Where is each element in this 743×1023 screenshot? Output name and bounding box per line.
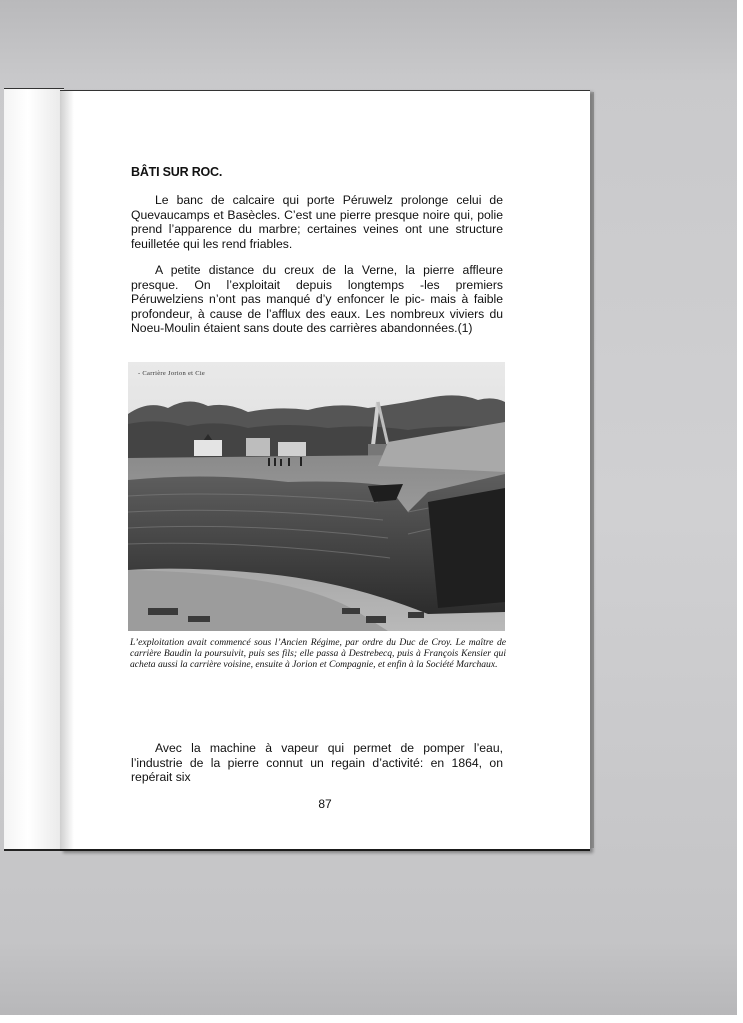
paragraph-1: Le banc de calcaire qui porte Péruwelz prolonge celui de Quevaucamps et Basècles. C’est une pierre presque noire qui, polie prend l’apparence du marbre; certaines veines ont une structure feuilletée qui les rend friables. [131, 193, 503, 251]
photo-caption: L’exploitation avait commencé sous l’Ancien Régime, par ordre du Duc de Croy. Le maître de carrière Baudin la poursuivit, puis ses fils; elle passa à Destrebecq, puis à François Kensier qui acheta aussi la carrière voisine, ensuite à Jorion et Compagnie, et enfin à la Société Marchaux. [130, 637, 506, 671]
scan-border-right [737, 0, 743, 1023]
paragraph-2: A petite distance du creux de la Verne, la pierre affleure presque. On l’exploitait depuis longtemps -les premiers Péruwelziens n’ont pas manqué d’y enfoncer le pic- mais à faible profondeur, à cause de l’afflux des eaux. Les nombreux viviers du Noeu-Moulin étaient sans doute des carrières abandonnées.(1) [131, 263, 503, 336]
photo-printed-label: - Carrière Jorion et Cie [138, 370, 206, 377]
scan-border-bottom [0, 1015, 743, 1023]
quarry-photo-image [128, 362, 505, 631]
book-gutter [60, 91, 74, 849]
section-heading: BÂTI SUR ROC. [131, 165, 223, 179]
book-page [60, 90, 590, 851]
quarry-photograph [128, 362, 505, 631]
left-page-edge [4, 88, 64, 851]
page-number: 87 [318, 797, 332, 811]
paragraph-3: Avec la machine à vapeur qui permet de pomper l’eau, l’industrie de la pierre connut un regain d’activité: en 1864, on repérait six [131, 741, 503, 785]
